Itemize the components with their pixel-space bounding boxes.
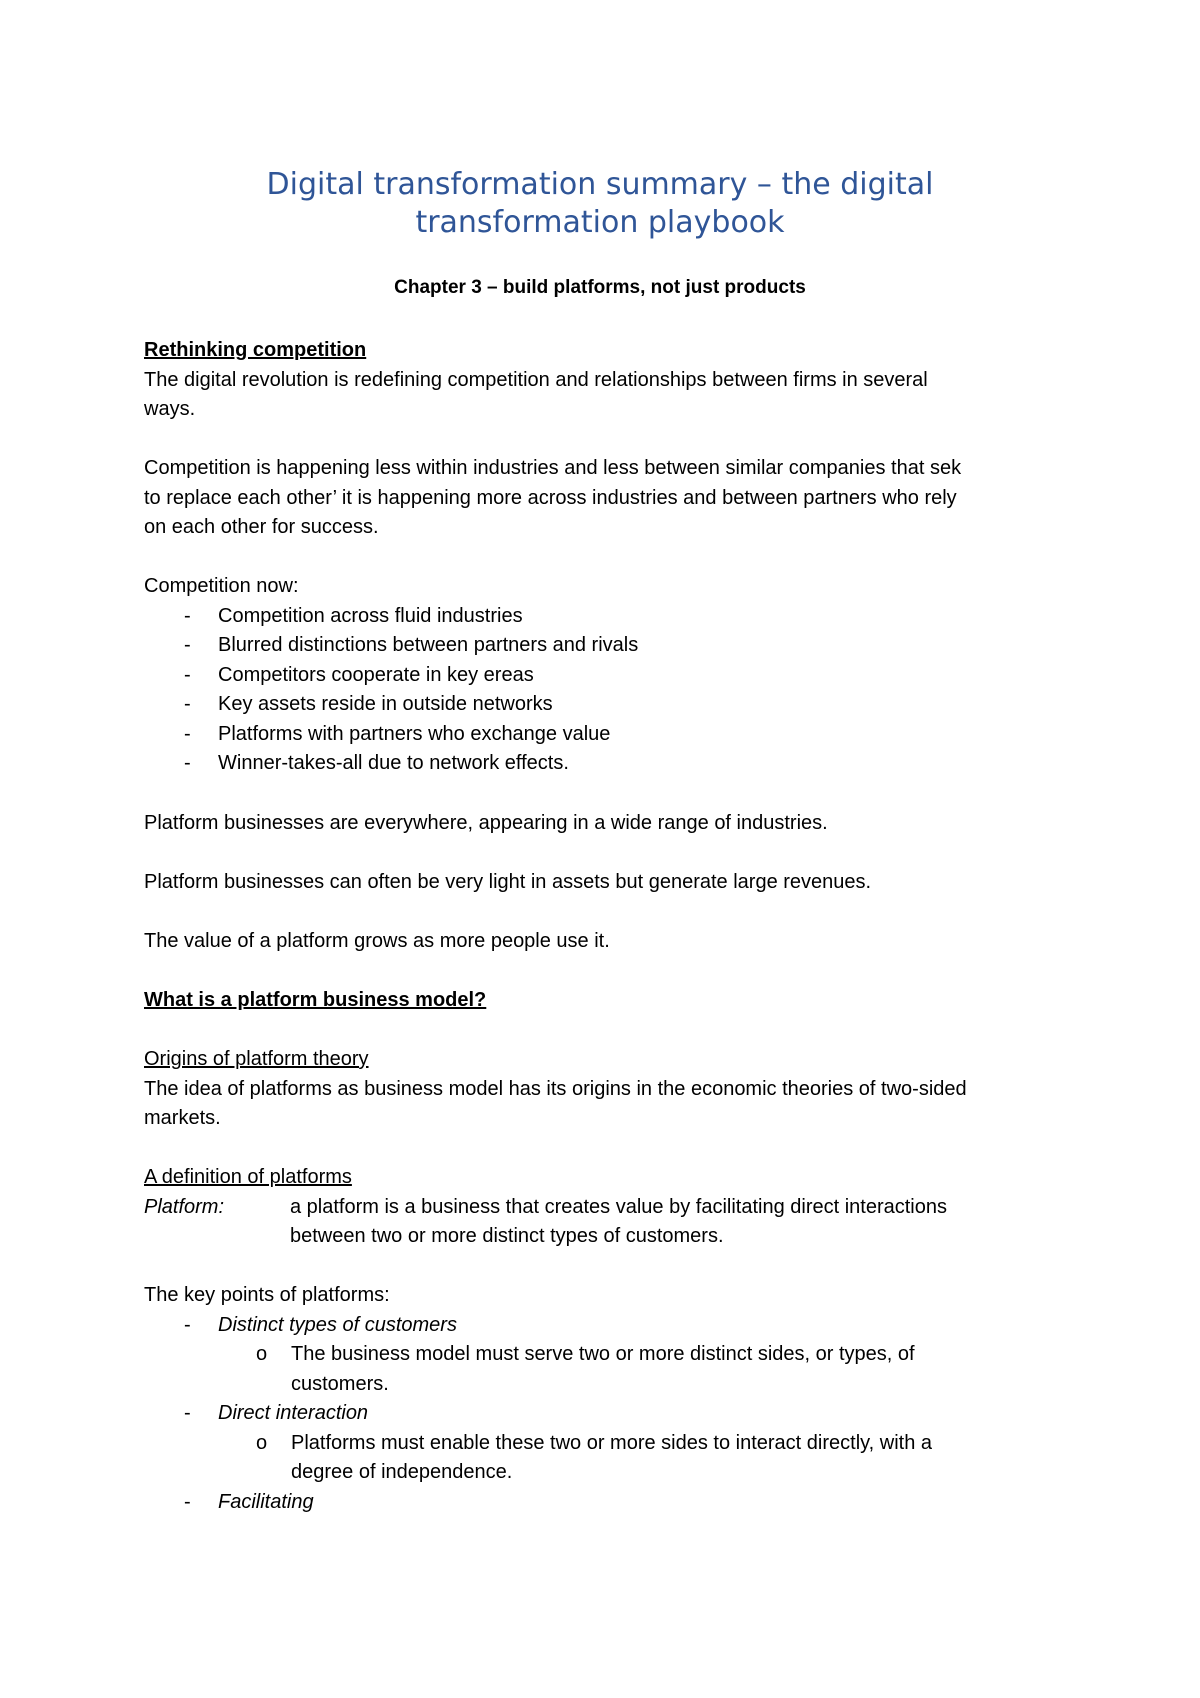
chapter-heading: Chapter 3 – build platforms, not just products bbox=[394, 277, 806, 298]
key-point-sub-line2: degree of independence. bbox=[291, 1461, 513, 1483]
list-item-text: Platforms with partners who exchange value bbox=[218, 722, 611, 745]
list-item bbox=[144, 1399, 1074, 1429]
what-is-section bbox=[144, 986, 1074, 1016]
rethinking-para2-line1: Competition is happening less within industries and less between similar companies that sek bbox=[144, 457, 962, 479]
rethinking-para1-line2: ways. bbox=[144, 398, 196, 420]
list-item bbox=[144, 749, 1074, 779]
platform-value-para bbox=[144, 927, 1074, 957]
definition-row bbox=[144, 1193, 1074, 1252]
list-item bbox=[144, 631, 1074, 661]
list-item bbox=[144, 602, 1074, 632]
list-item-text: Key assets reside in outside networks bbox=[218, 693, 553, 715]
dash-bullet: - bbox=[184, 663, 191, 686]
key-points-label: The key points of platforms: bbox=[144, 1284, 390, 1306]
rethinking-section bbox=[144, 336, 1074, 425]
title-line-1: Digital transformation summary – the digital bbox=[266, 167, 934, 202]
competition-now-block bbox=[144, 572, 1074, 779]
key-point-sub-line1: The business model must serve two or more distinct sides, or types, of bbox=[291, 1343, 915, 1365]
platform-everywhere-text: Platform businesses are everywhere, appearing in a wide range of industries. bbox=[144, 812, 828, 834]
key-point-label: Distinct types of customers bbox=[218, 1313, 457, 1336]
dash-bullet: - bbox=[184, 1490, 191, 1513]
what-is-heading: What is a platform business model? bbox=[144, 989, 487, 1011]
dash-bullet: - bbox=[184, 604, 191, 627]
key-point-label: Direct interaction bbox=[218, 1402, 369, 1424]
origins-line2: markets. bbox=[144, 1107, 221, 1129]
document-title bbox=[0, 166, 1200, 242]
dash-bullet: - bbox=[184, 634, 191, 656]
dash-bullet: - bbox=[184, 1313, 191, 1336]
definition-line1: a platform is a business that creates value by facilitating direct interactions bbox=[290, 1195, 947, 1218]
origins-line1: The idea of platforms as business model has its origins in the economic theories of two-sided bbox=[144, 1077, 967, 1100]
platform-light-para bbox=[144, 868, 1074, 898]
list-item bbox=[144, 1488, 1074, 1518]
key-point-label: Facilitating bbox=[218, 1490, 314, 1513]
list-item-text: Blurred distinctions between partners and rivals bbox=[218, 634, 639, 656]
key-point-sub-line2: customers. bbox=[291, 1372, 389, 1395]
origins-heading: Origins of platform theory bbox=[144, 1048, 369, 1070]
platform-light-text: Platform businesses can often be very light in assets but generate large revenues. bbox=[144, 871, 872, 893]
rethinking-para1-line1: The digital revolution is redefining competition and relationships between firms in several bbox=[144, 368, 928, 391]
list-item-text: Winner-takes-all due to network effects. bbox=[218, 752, 569, 774]
list-item-text: Competitors cooperate in key ereas bbox=[218, 663, 534, 686]
definition-section bbox=[144, 1163, 1074, 1252]
dash-bullet: - bbox=[184, 693, 191, 715]
platform-value-text: The value of a platform grows as more people use it. bbox=[144, 930, 610, 952]
list-item bbox=[144, 720, 1074, 750]
rethinking-para2 bbox=[144, 454, 1074, 543]
definition-heading: A definition of platforms bbox=[144, 1166, 352, 1188]
list-item bbox=[144, 690, 1074, 720]
list-item bbox=[144, 1311, 1074, 1341]
rethinking-para2-line3: on each other for success. bbox=[144, 516, 379, 538]
sub-list-item bbox=[144, 1429, 1074, 1488]
origins-section bbox=[144, 1045, 1074, 1134]
circle-bullet: o bbox=[256, 1431, 268, 1454]
circle-bullet: o bbox=[256, 1343, 268, 1365]
dash-bullet: - bbox=[184, 1402, 191, 1424]
definition-line2: between two or more distinct types of customers. bbox=[290, 1225, 724, 1247]
rethinking-para2-line2: to replace each other’ it is happening more across industries and between partners who rely bbox=[144, 486, 957, 509]
list-item bbox=[144, 661, 1074, 691]
competition-now-label: Competition now: bbox=[144, 575, 299, 597]
sub-list-item bbox=[144, 1340, 1074, 1399]
key-point-sub-line1: Platforms must enable these two or more sides to interact directly, with a bbox=[291, 1431, 933, 1454]
definition-term: Platform: bbox=[144, 1195, 225, 1218]
dash-bullet: - bbox=[184, 752, 191, 774]
dash-bullet: - bbox=[184, 722, 191, 745]
key-points-section bbox=[144, 1281, 1074, 1517]
platform-everywhere-para bbox=[144, 809, 1074, 839]
list-item-text: Competition across fluid industries bbox=[218, 604, 523, 627]
rethinking-heading: Rethinking competition bbox=[144, 339, 367, 361]
title-line-2: transformation playbook bbox=[415, 205, 785, 240]
